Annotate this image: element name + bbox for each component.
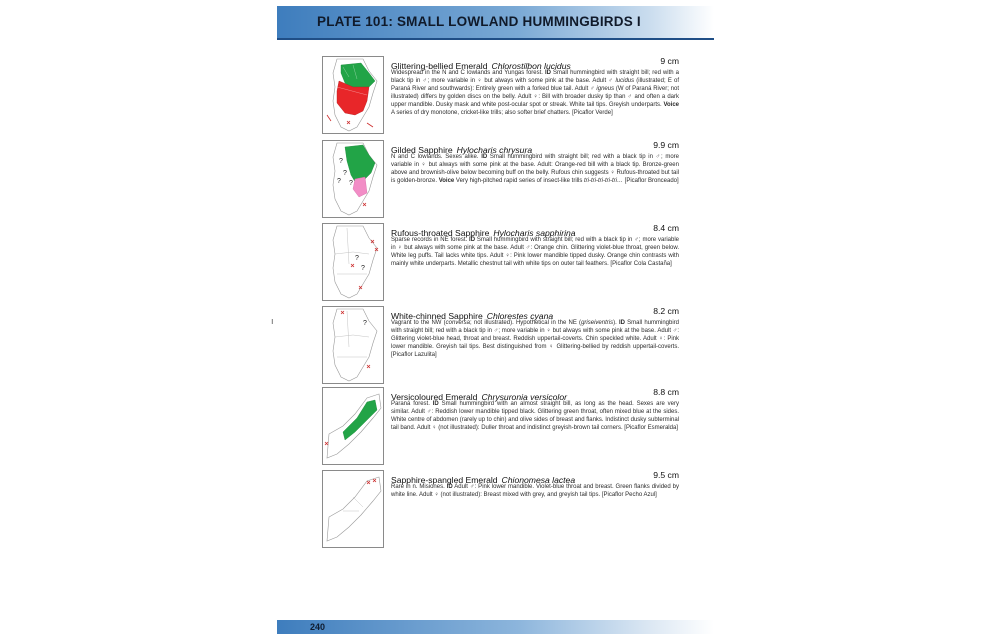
range-map	[322, 470, 384, 548]
species-description: Widespread in the N and C lowlands and Yungas forest. ID Small hummingbird with straight bill; red with a black tip in ♂; more variable in ♀ but always with some pink at the base. Adult ♂ lucidus (illustrated; E of Paraná River and southwards): Entirely green with a forked blue tail. Adult ♂ igneus (W of Paraná River; not illustrated) differs by golden discs on the belly. Adult ♀: Bill with broader dusky tip than ♂ and often a dark upper mandible. Dusky mask and white post-ocular spot or streak. White tail tips. Greyish underparts. Voice A series of dry monotone, cricket-like trills; also softer brief chatters. [Picaflor Verde]	[391, 70, 679, 116]
species-description: N and C lowlands. Sexes alike. ID Small hummingbird with straight bill; red with a black tip in ♂; more variable in ♀ but always with some pink at the base. Adult: Orange-red bill with a black tip. Bronze-green above and brownish-olive below becoming buff on the belly. Rufous chin suggests ♀ Rufous-throated but tail is golden-bronze. Voice Very high-pitched rapid series of insect-like trills tri-tri-tri-tri-tri… [Picaflor Bronceado]	[391, 154, 680, 184]
scientific-name: Chionomesa lactea	[501, 475, 576, 485]
range-map	[322, 387, 384, 465]
header-rule	[277, 38, 714, 40]
scientific-name: Hylocharis sapphirina	[493, 228, 576, 238]
plate-title: PLATE 101: SMALL LOWLAND HUMMINGBIRDS I	[317, 14, 641, 29]
range-map	[322, 56, 384, 134]
scientific-name: Chlorostilbon lucidus	[491, 61, 571, 71]
scientific-name: Chrysuronia versicolor	[481, 392, 567, 402]
species-name: Glittering-bellied Emerald	[391, 61, 488, 71]
species-name: Sapphire-spangled Emerald	[391, 475, 498, 485]
range-map-svg	[323, 141, 383, 217]
svg-text:?: ?	[363, 320, 367, 327]
range-map	[322, 223, 384, 301]
range-map-svg	[323, 224, 383, 300]
species-name: Gilded Sapphire	[391, 145, 453, 155]
range-map	[322, 306, 384, 384]
species-size: 8.2 cm	[653, 306, 679, 316]
margin-mark: ı	[271, 316, 274, 326]
species-description: Vagrant to the NW (conversa; not illustrated). Hypothetical in the NE (griseiventris). ID Small hummingbird with straight bill; red with a black tip in ♂; more variable in ♀ but always with some pink at the base. Adult ♂: Glittering violet-blue head, throat and breast. Reddish uppertail-coverts. Chin speckled white. Adult ♀: Pink lower mandible. Greyish tail tips. Best distinguished from ♀ Glittering-bellied by reddish uppertail-coverts. [Picaflor Lazulita]	[391, 320, 679, 358]
species-name: Rufous-throated Sapphire	[391, 228, 490, 238]
species-description: Sparse records in NE forest. ID Small hummingbird with straight bill; red with a black tip in ♂; more variable in ♀ but always with some pink at the base. Adult ♂: Orange chin. Glittering violet-blue throat, green below. White leg puffs. Tail lacks white tips. Adult ♀: Pink lower mandible tipped dusky. Orange chin contrasts with mainly white underparts. Metallic chestnut tail with white tips on outer tail feathers. [Picaflor Cola Castaña]	[391, 237, 679, 267]
species-name: White-chinned Sapphire	[391, 311, 483, 321]
range-map-svg	[323, 57, 383, 133]
svg-text:?: ?	[349, 180, 353, 187]
scientific-name: Hylocharis chrysura	[456, 145, 533, 155]
species-description: Paraná forest. ID Small hummingbird with an almost straight bill, as long as the head. Sexes are very similar. Adult ♂: Reddish lower mandible tipped black. Glittering green throat, often mixed blue at the sides. White centre of abdomen (rarely up to chin) and olive sides of breast and flanks. Indistinct dusky subterminal tail band. Adult ♀ (not illustrated): Duller throat and indistinct greyish-brown tail corners. [Picaflor Esmeralda]	[391, 401, 679, 431]
range-map	[322, 140, 384, 218]
svg-text:?: ?	[361, 265, 365, 272]
page-footer	[277, 620, 714, 634]
svg-text:?: ?	[337, 178, 341, 185]
plate-header	[277, 6, 714, 40]
svg-text:?: ?	[355, 255, 359, 262]
page-number: 240	[310, 622, 326, 632]
range-map-svg	[323, 307, 383, 383]
range-map-svg	[323, 471, 383, 547]
species-size: 9.5 cm	[653, 470, 679, 480]
species-name: Versicoloured Emerald	[391, 392, 478, 402]
svg-text:?: ?	[339, 158, 343, 165]
species-size: 8.4 cm	[653, 223, 679, 233]
species-size: 8.8 cm	[653, 387, 679, 397]
range-map-svg	[323, 388, 383, 464]
svg-text:?: ?	[343, 170, 347, 177]
species-size: 9 cm	[660, 56, 679, 66]
scientific-name: Chlorestes cyana	[486, 311, 554, 321]
species-description: Rare in n. Misiones. ID Adult ♂: Pink lower mandible. Violet-blue throat and breast. Green flanks divided by white line. Adult ♀ (not illustrated): Breast mixed with grey, and greyish tail tips. [Picaflor Pecho Azul]	[391, 484, 679, 498]
species-size: 9.9 cm	[653, 140, 679, 150]
